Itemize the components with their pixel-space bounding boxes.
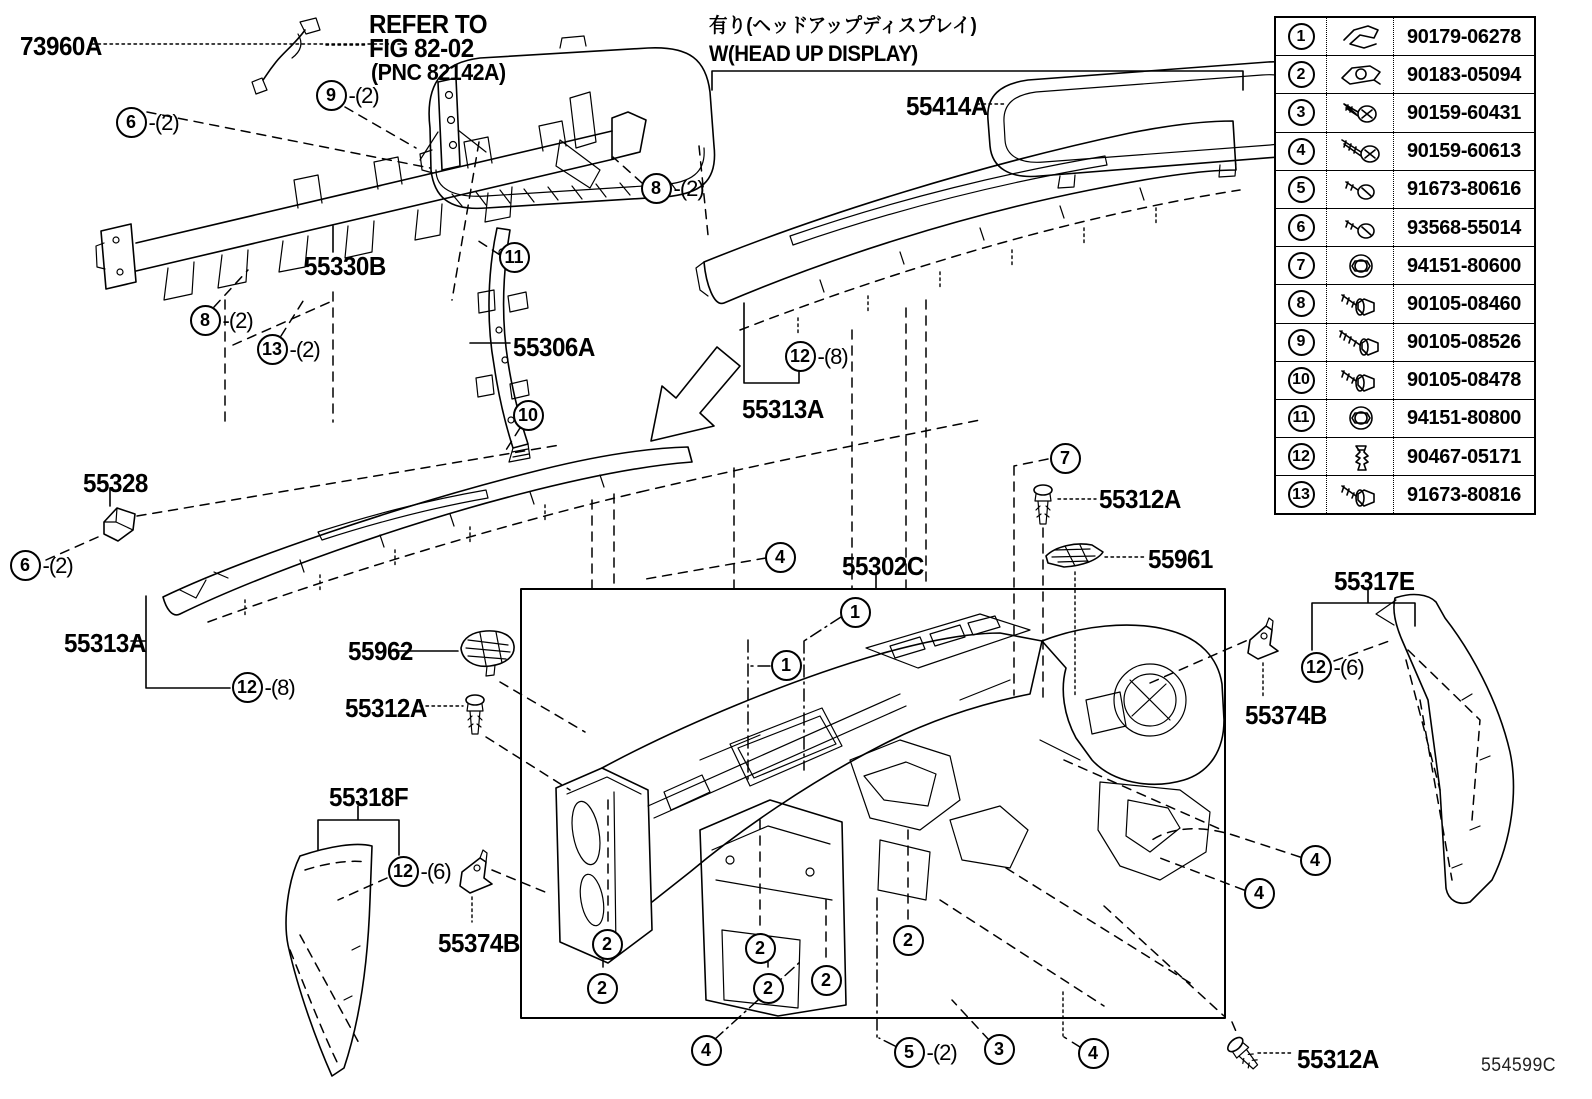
callout-number[interactable]: 4 — [1244, 878, 1275, 909]
fastener-ref-number: 13 — [1288, 481, 1315, 508]
part-number-label[interactable]: 55318F — [329, 782, 409, 812]
fastener-ref-cell — [1276, 438, 1327, 475]
callout-number[interactable]: 4 — [765, 542, 796, 573]
callout-4[interactable] — [691, 1035, 722, 1066]
hex-bolt-icon — [1327, 476, 1394, 513]
callout-9[interactable] — [316, 80, 379, 111]
callout-number[interactable]: 1 — [771, 650, 802, 681]
part-number-label[interactable]: 55317E — [1334, 566, 1415, 596]
part-number-label[interactable]: 55374B — [438, 928, 520, 958]
callout-6[interactable] — [10, 550, 73, 581]
fastener-row[interactable] — [1276, 475, 1534, 513]
screw-icon — [1327, 94, 1394, 131]
fastener-ref-number: 3 — [1288, 99, 1315, 126]
fastener-row[interactable] — [1276, 323, 1534, 361]
fastener-row[interactable] — [1276, 437, 1534, 475]
callout-number[interactable]: 3 — [984, 1034, 1015, 1065]
callout-6[interactable] — [116, 107, 179, 138]
callout-3[interactable] — [984, 1034, 1015, 1065]
callout-quantity: -(6) — [1333, 654, 1364, 680]
callout-number[interactable]: 4 — [1300, 845, 1331, 876]
callout-number[interactable]: 2 — [893, 925, 924, 956]
fastener-row[interactable] — [1276, 170, 1534, 208]
callout-number[interactable]: 2 — [592, 929, 623, 960]
callout-12[interactable] — [1301, 652, 1364, 683]
callout-2[interactable] — [745, 933, 776, 964]
fastener-part-number[interactable]: 90179-06278 — [1406, 24, 1522, 48]
callout-1[interactable] — [840, 597, 871, 628]
flange-bolt-icon — [1327, 247, 1394, 284]
callout-number[interactable]: 4 — [691, 1035, 722, 1066]
callout-quantity: -(6) — [420, 858, 451, 884]
clip-icon — [1327, 18, 1394, 55]
part-number-label[interactable]: 55374B — [1245, 700, 1327, 730]
fastener-part-number[interactable]: 91673-80616 — [1406, 177, 1522, 201]
fastener-ref-number: 5 — [1288, 176, 1315, 203]
callout-5[interactable] — [894, 1037, 957, 1068]
fastener-ref-number: 10 — [1288, 367, 1315, 394]
callout-2[interactable] — [592, 929, 623, 960]
fastener-ref-number: 12 — [1288, 443, 1315, 470]
fastener-row[interactable] — [1276, 18, 1534, 55]
bolt-icon — [1327, 209, 1394, 246]
fastener-row[interactable] — [1276, 208, 1534, 246]
fastener-row[interactable] — [1276, 284, 1534, 322]
hex-bolt-icon — [1327, 285, 1394, 322]
callout-number[interactable]: 2 — [811, 965, 842, 996]
bolt-icon — [1327, 171, 1394, 208]
fastener-part-number[interactable]: 90159-60613 — [1406, 139, 1522, 163]
part-number-label[interactable]: 55313A — [64, 628, 146, 658]
callout-quantity: -(8) — [264, 674, 295, 700]
callout-12[interactable] — [232, 672, 295, 703]
fastener-row[interactable] — [1276, 93, 1534, 131]
part-number-label[interactable]: 55328 — [83, 468, 148, 498]
callout-number[interactable]: 11 — [499, 242, 530, 273]
part-number-label[interactable]: 55302C — [842, 551, 924, 581]
fastener-part-number[interactable]: 91673-80816 — [1406, 482, 1522, 506]
fastener-row[interactable] — [1276, 246, 1534, 284]
callout-quantity: -(8) — [817, 343, 848, 369]
callout-2[interactable] — [811, 965, 842, 996]
fastener-ref-number: 9 — [1288, 329, 1315, 356]
fastener-ref-number: 6 — [1288, 214, 1315, 241]
part-number-label[interactable]: 55313A — [742, 394, 824, 424]
spring-nut-icon — [1327, 56, 1394, 93]
part-number-label[interactable]: 55312A — [1099, 484, 1181, 514]
callout-13[interactable] — [257, 334, 320, 365]
screw-long-icon — [1327, 133, 1394, 170]
part-number-label: W(HEAD UP DISPLAY) — [709, 41, 918, 66]
callout-quantity: -(2) — [289, 336, 320, 362]
callout-12[interactable] — [785, 341, 848, 372]
callout-4[interactable] — [765, 542, 796, 573]
callout-2[interactable] — [587, 973, 618, 1004]
callout-2[interactable] — [893, 925, 924, 956]
hex-bolt-icon — [1327, 362, 1394, 399]
callout-number[interactable]: 4 — [1078, 1038, 1109, 1069]
part-number-label[interactable]: FIG 82-02 — [369, 33, 474, 63]
part-number-label[interactable]: 55962 — [348, 636, 413, 666]
fastener-ref-number: 8 — [1288, 290, 1315, 317]
fastener-ref-cell — [1276, 476, 1327, 513]
callout-number[interactable]: 9 — [316, 80, 347, 111]
callout-quantity: -(2) — [926, 1039, 957, 1065]
fastener-row[interactable] — [1276, 55, 1534, 93]
callout-8[interactable] — [190, 305, 253, 336]
callout-number[interactable]: 5 — [894, 1037, 925, 1068]
fastener-ref-number: 2 — [1288, 61, 1315, 88]
callout-number[interactable]: 2 — [587, 973, 618, 1004]
fastener-part-number[interactable]: 90105-08526 — [1406, 330, 1522, 354]
fastener-ref-cell — [1276, 324, 1327, 361]
callout-2[interactable] — [753, 973, 784, 1004]
callout-number[interactable]: 7 — [1050, 443, 1081, 474]
part-number-label[interactable]: 55961 — [1148, 544, 1213, 574]
part-number-label: (PNC 82142A) — [371, 59, 506, 85]
fastener-ref-number: 7 — [1288, 252, 1315, 279]
callout-4[interactable] — [1078, 1038, 1109, 1069]
callout-number[interactable]: 12 — [785, 341, 816, 372]
fastener-ref-cell — [1276, 362, 1327, 399]
fastener-ref-cell — [1276, 400, 1327, 437]
hex-bolt-long-icon — [1327, 324, 1394, 361]
flange-bolt-icon — [1327, 400, 1394, 437]
callout-number[interactable]: 12 — [1301, 652, 1332, 683]
callout-number[interactable]: 2 — [753, 973, 784, 1004]
callout-4[interactable] — [1244, 878, 1275, 909]
fastener-row[interactable] — [1276, 361, 1534, 399]
fastener-ref-number: 1 — [1288, 23, 1315, 50]
fastener-part-number[interactable]: 90467-05171 — [1406, 444, 1522, 468]
fastener-ref-cell — [1276, 18, 1327, 55]
part-number-label[interactable]: 55306A — [513, 332, 595, 362]
fastener-part-number[interactable]: 90183-05094 — [1406, 62, 1522, 86]
callout-number[interactable]: 6 — [116, 107, 147, 138]
fastener-part-number[interactable]: 94151-80600 — [1406, 253, 1522, 277]
part-number-label[interactable]: 73960A — [20, 31, 102, 61]
callout-8[interactable] — [641, 173, 704, 204]
part-number-label[interactable]: 55312A — [1297, 1044, 1379, 1074]
callout-1[interactable] — [771, 650, 802, 681]
part-number-label[interactable]: 55312A — [345, 693, 427, 723]
callout-quantity: -(2) — [673, 175, 704, 201]
callout-number[interactable]: 8 — [641, 173, 672, 204]
part-number-label[interactable]: REFER TO — [369, 9, 488, 39]
callout-quantity: -(2) — [348, 82, 379, 108]
callout-quantity: -(2) — [148, 109, 179, 135]
callout-10[interactable] — [513, 400, 544, 431]
fastener-ref-cell — [1276, 209, 1327, 246]
fastener-part-number[interactable]: 90159-60431 — [1406, 100, 1522, 124]
fastener-part-number[interactable]: 90105-08478 — [1406, 368, 1522, 392]
fastener-ref-cell — [1276, 247, 1327, 284]
callout-quantity: -(2) — [42, 552, 73, 578]
callout-number[interactable]: 13 — [257, 334, 288, 365]
callout-number[interactable]: 1 — [840, 597, 871, 628]
fastener-ref-cell — [1276, 56, 1327, 93]
callout-number[interactable]: 10 — [513, 400, 544, 431]
fastener-row[interactable] — [1276, 132, 1534, 170]
fastener-ref-cell — [1276, 94, 1327, 131]
part-number-label[interactable]: 55330B — [304, 251, 386, 281]
part-number-label: 有り(ヘッドアップディスプレイ) — [709, 15, 977, 37]
figure-code: 554599C — [1481, 1055, 1556, 1076]
fastener-ref-cell — [1276, 171, 1327, 208]
callout-4[interactable] — [1300, 845, 1331, 876]
part-number-label[interactable]: 55414A — [906, 91, 988, 121]
fastener-ref-number: 11 — [1288, 405, 1315, 432]
callout-number[interactable]: 12 — [232, 672, 263, 703]
push-clip-icon — [1327, 438, 1394, 475]
callout-number[interactable]: 6 — [10, 550, 41, 581]
fastener-parts-table — [1274, 16, 1536, 515]
fastener-row[interactable] — [1276, 399, 1534, 437]
callout-7[interactable] — [1050, 443, 1081, 474]
callout-number[interactable]: 2 — [745, 933, 776, 964]
callout-12[interactable] — [388, 856, 451, 887]
fastener-ref-cell — [1276, 285, 1327, 322]
callout-11[interactable] — [499, 242, 530, 273]
fastener-ref-number: 4 — [1288, 138, 1315, 165]
callout-quantity: -(2) — [222, 307, 253, 333]
fastener-part-number[interactable]: 90105-08460 — [1406, 291, 1522, 315]
fastener-part-number[interactable]: 93568-55014 — [1406, 215, 1522, 239]
fastener-ref-cell — [1276, 133, 1327, 170]
callout-number[interactable]: 12 — [388, 856, 419, 887]
callout-number[interactable]: 8 — [190, 305, 221, 336]
fastener-part-number[interactable]: 94151-80800 — [1406, 406, 1522, 430]
